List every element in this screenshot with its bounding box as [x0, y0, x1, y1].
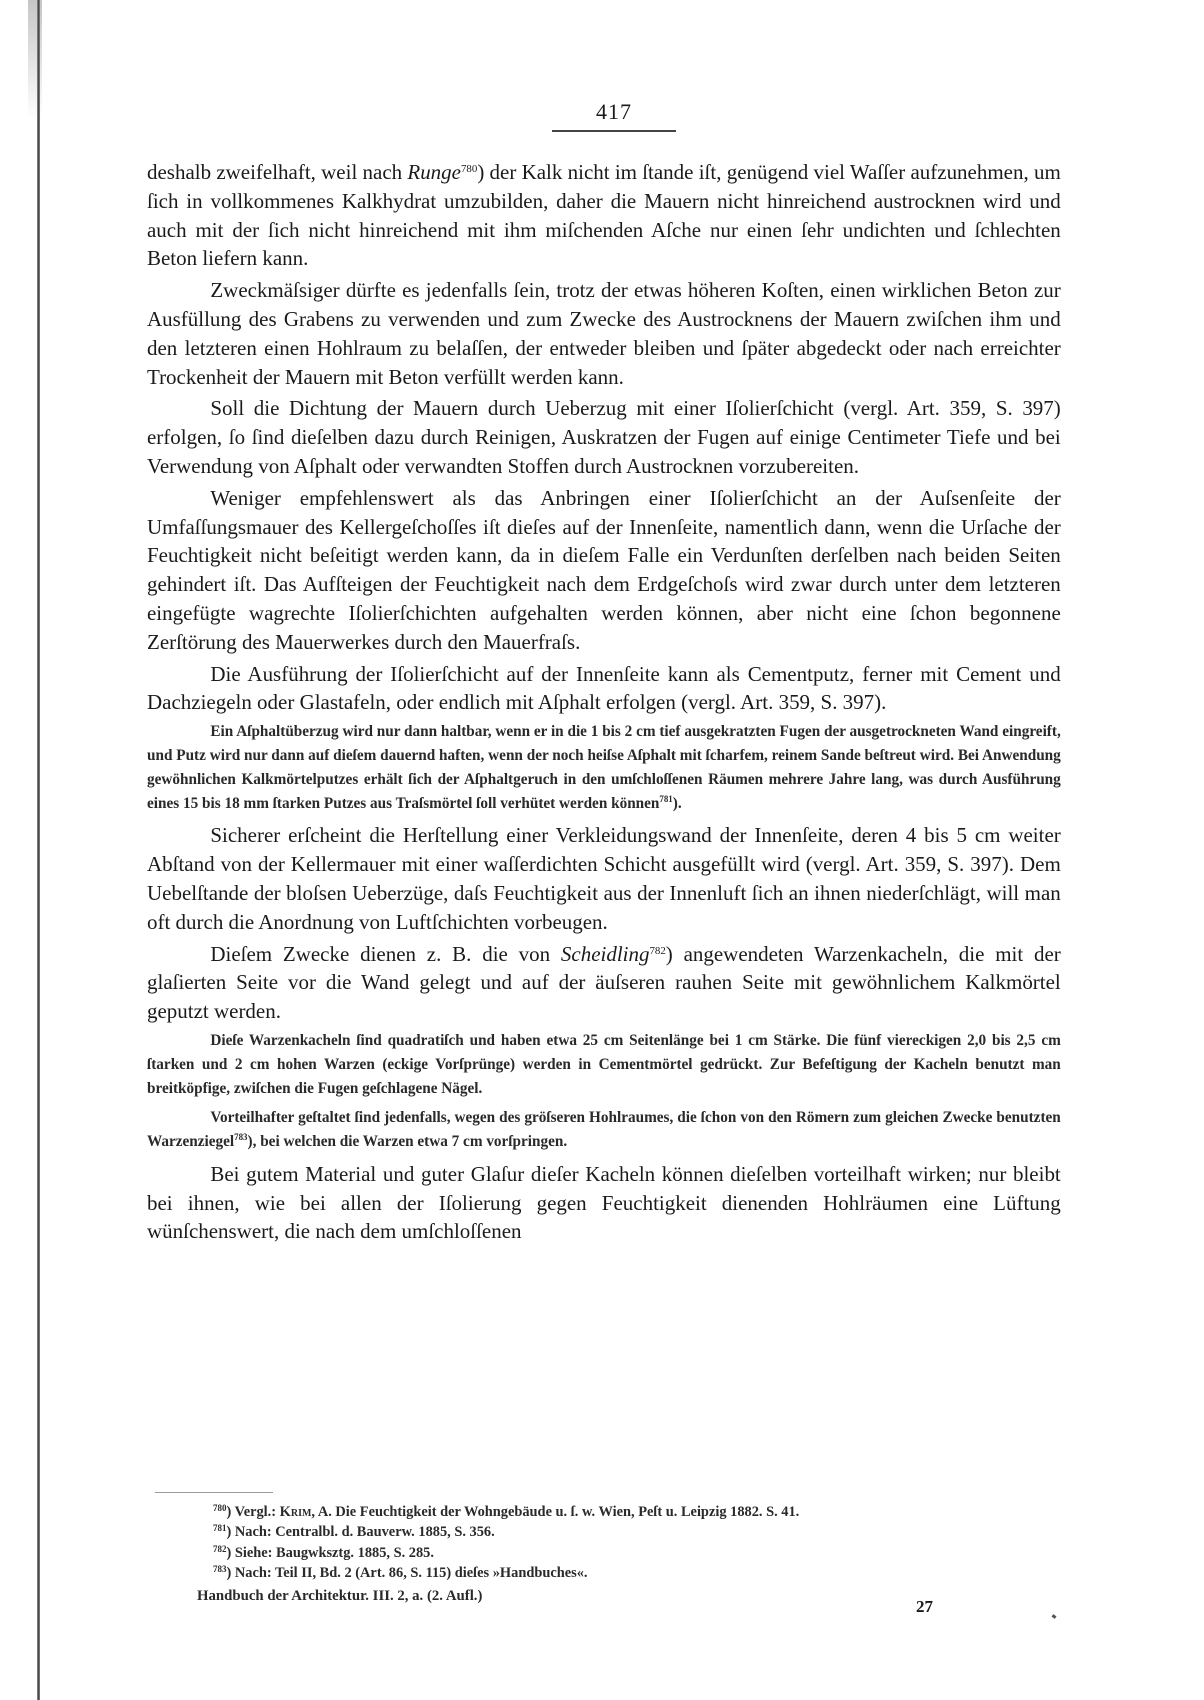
text-run: , A. Die Feuchtigkeit der Wohngebäude u. ſ. w. Wien, Peſt u. Leipzig 1882. S. 41. — [311, 1504, 800, 1520]
footnote-rule — [155, 1492, 273, 1493]
page-number: 417 — [596, 99, 632, 124]
footnotes — [213, 1502, 1073, 1583]
page-header — [552, 100, 676, 132]
text-run: ). — [672, 794, 682, 812]
footnote-mark: 781 — [213, 1523, 227, 1534]
footnote: $^{782}$) Siehe: Baugwksztg. 1885, S. 285. — [213, 1543, 434, 1561]
paragraph — [147, 158, 1061, 273]
author-name: Scheidling — [560, 941, 650, 966]
footnote: $^{781}$) Nach: Centralbl. d. Bauverw. 1885, S. 356. — [213, 1523, 495, 1541]
paragraph: Zweckmäſsiger dürfte es jedenfalls ſein, trotz der etwas höheren Koſten, einen wirklichen Beton zur Ausfüllung des Grabens zu verwenden und zum Zwecke des Austrocknens der Mauern zwiſchen ihm und den letzteren einen Hohlraum zu belaſſen, der entweder bleiben und ſpäter abgedeckt oder nach erreichter Trockenheit der Mauern mit Beton verfüllt werden kann. — [147, 278, 1061, 389]
footnote-ref[interactable]: 781 — [659, 793, 673, 804]
footnote: $^{783}$) Nach: Teil II, Bd. 2 (Art. 86, S. 115) dieſes »Handbuches«. — [213, 1563, 588, 1581]
paragraph: Weniger empfehlenswert als das Anbringen einer Iſolierſchicht an der Auſsenſeite der Umfaſſungsmauer des Kellergeſchoſſes iſt dieſes auf der Innenſeite, namentlich dann, wenn die Urſache der Feuchtigkeit nicht beſeitigt werden kann, da in dieſem Falle ein Verdunſten derſelben nach beiden Seiten gehindert iſt. Das Aufſteigen der Feuchtigkeit nach dem Erdgeſchoſs wird zwar durch unter dem letzteren eingefügte wagrechte Iſolierſchichten aufgehalten werden können, aber nicht eine ſchon begonnene Zerſtörung des Mauerwerkes durch den Mauerfraſs. — [147, 485, 1061, 654]
footnote-ref[interactable]: 783 — [234, 1132, 248, 1143]
sheet-number: 27 — [916, 1597, 933, 1616]
text-run: Vorteilhafter geſtaltet ſind jedenfalls, wegen des gröſseren Hohlraumes, die ſchon von den Römern zum gleichen Zwecke benutzten Warzenziegel — [147, 1109, 1061, 1151]
text-run: Ein Aſphaltüberzug wird nur dann haltbar, wenn er in die 1 bis 2 cm tief ausgekratzten Fugen der ausgetrockneten Wand eingreift, und Putz wird nur dann auf dieſem dauernd haften, wenn der noch heiſse Aſphalt mit ſcharfem, reinem Sande beſtreut wird. Bei Anwendung gewöhnlichen Kalkmörtelputzes erhält ſich der Aſphaltgeruch in den umſchloſſenen Räumen mehrere Jahre lang, was durch Ausführung eines 15 bis 18 mm ſtarken Putzes aus Traſsmörtel ſoll verhütet werden können — [147, 723, 1061, 812]
paragraph: Sicherer erſcheint die Herſtellung einer Verkleidungswand der Innenſeite, deren 4 bis 5 cm weiter Abſtand von der Kellermauer mit einer waſſerdichten Schicht ausgefüllt wird (vergl. Art. 359, S. 397). Dem Uebelſtande der bloſsen Ueberzüge, daſs Feuchtigkeit aus der Innenluft ſich an ihnen niederſchlägt, will man oft durch die Anordnung von Luftſchichten vorbeugen. — [147, 823, 1061, 934]
text-run: Nach: Teil II, Bd. 2 (Art. 86, S. 115) dieſes »Handbuches«. — [234, 1564, 588, 1581]
footnote: $^{780}$) Vergl.: Krim, A. Die Feuchtigkeit der Wohngebäude u. ſ. w. Wien, Peſt u. Leipzig 1882. S. 41. — [213, 1503, 800, 1520]
small-print-paragraph — [147, 1106, 1061, 1154]
paragraph: Soll die Dichtung der Mauern durch Ueberzug mit einer Iſolierſchicht (vergl. Art. 359, S. 397) erfolgen, ſo ſind dieſelben dazu durch Reinigen, Auskratzen der Fugen auf einige Centimeter Tiefe und bei Verwendung von Aſphalt oder verwandten Stoffen durch Austrocknen vorzubereiten. — [147, 396, 1061, 478]
scan-speck — [1052, 1614, 1057, 1619]
small-print-paragraph — [147, 720, 1061, 815]
text-run: Dieſem Zwecke dienen z. B. die von — [210, 941, 561, 966]
header-rule — [552, 130, 676, 132]
paragraph — [147, 940, 1061, 1026]
text-run: ) der Kalk nicht im ſtande iſt, genügend viel Waſſer aufzunehmen, um ſich in vollkommenes Kalkhydrat umzubilden, daher die Mauern nicht hinreichend austrocknen wird und auch mit der ſich nicht hinreichend mit ihm miſchenden Aſche nur einen ſehr undichten und ſchlechten Beton liefern kann. — [147, 160, 1061, 271]
author-name: Runge — [407, 160, 461, 184]
text-run: deshalb zweifelhaft, weil nach — [147, 160, 408, 184]
small-print-paragraph: Dieſe Warzenkacheln ſind quadratiſch und haben etwa 25 cm Seitenlänge bei 1 cm Stärke. Die fünf viereckigen 2,0 bis 2,5 cm ſtarken und 2 cm hohen Warzen (eckige Vorſprünge) werden in Cementmörtel gedrückt. Zur Befeſtigung der Kacheln benutzt man breitköpfige, zwiſchen die Fugen geſchlagene Nägel. — [147, 1031, 1061, 1097]
page-spine-edge — [37, 0, 40, 1700]
paragraph: Bei gutem Material und guter Glaſur dieſer Kacheln können dieſelben vorteilhaft wirken; nur bleibt bei ihnen, wie bei allen der Iſolierung gegen Feuchtigkeit dienenden Hohlräumen eine Lüftung wünſchenswert, die nach dem umſchloſſenen — [147, 1161, 1061, 1244]
footnote-mark: 783 — [213, 1563, 227, 1574]
text-run: Siehe: Baugwksztg. 1885, S. 285. — [234, 1544, 434, 1561]
author-name: Krim — [279, 1504, 312, 1520]
footnote-mark: 782 — [213, 1543, 227, 1554]
text-run: Nach: Centralbl. d. Bauverw. 1885, S. 356. — [234, 1524, 495, 1541]
text-run: ), bei welchen die Warzen etwa 7 cm vorſpringen. — [247, 1133, 568, 1151]
text-run: ) angewendeten Warzenkacheln, die mit der glaſierten Seite vor die Wand gelegt und auf der äuſseren rauhen Seite mit gewöhnlichem Kalkmörtel geputzt werden. — [147, 941, 1061, 1024]
footer-title: Handbuch der Architektur. III. 2, a. (2. Aufl.) — [197, 1588, 483, 1604]
footnote-ref[interactable]: 780 — [460, 163, 478, 175]
footnote-mark: 780 — [213, 1503, 227, 1513]
footnote-ref[interactable]: 782 — [649, 944, 666, 957]
text-run: Vergl.: — [234, 1504, 280, 1520]
body-text — [147, 158, 1061, 1246]
paragraph: Die Ausführung der Iſolierſchicht auf der Innenſeite kann als Cementputz, ferner mit Cement und Dachziegeln oder Glastafeln, oder endlich mit Aſphalt erfolgen (vergl. Art. 359, S. 397). — [147, 661, 1061, 715]
